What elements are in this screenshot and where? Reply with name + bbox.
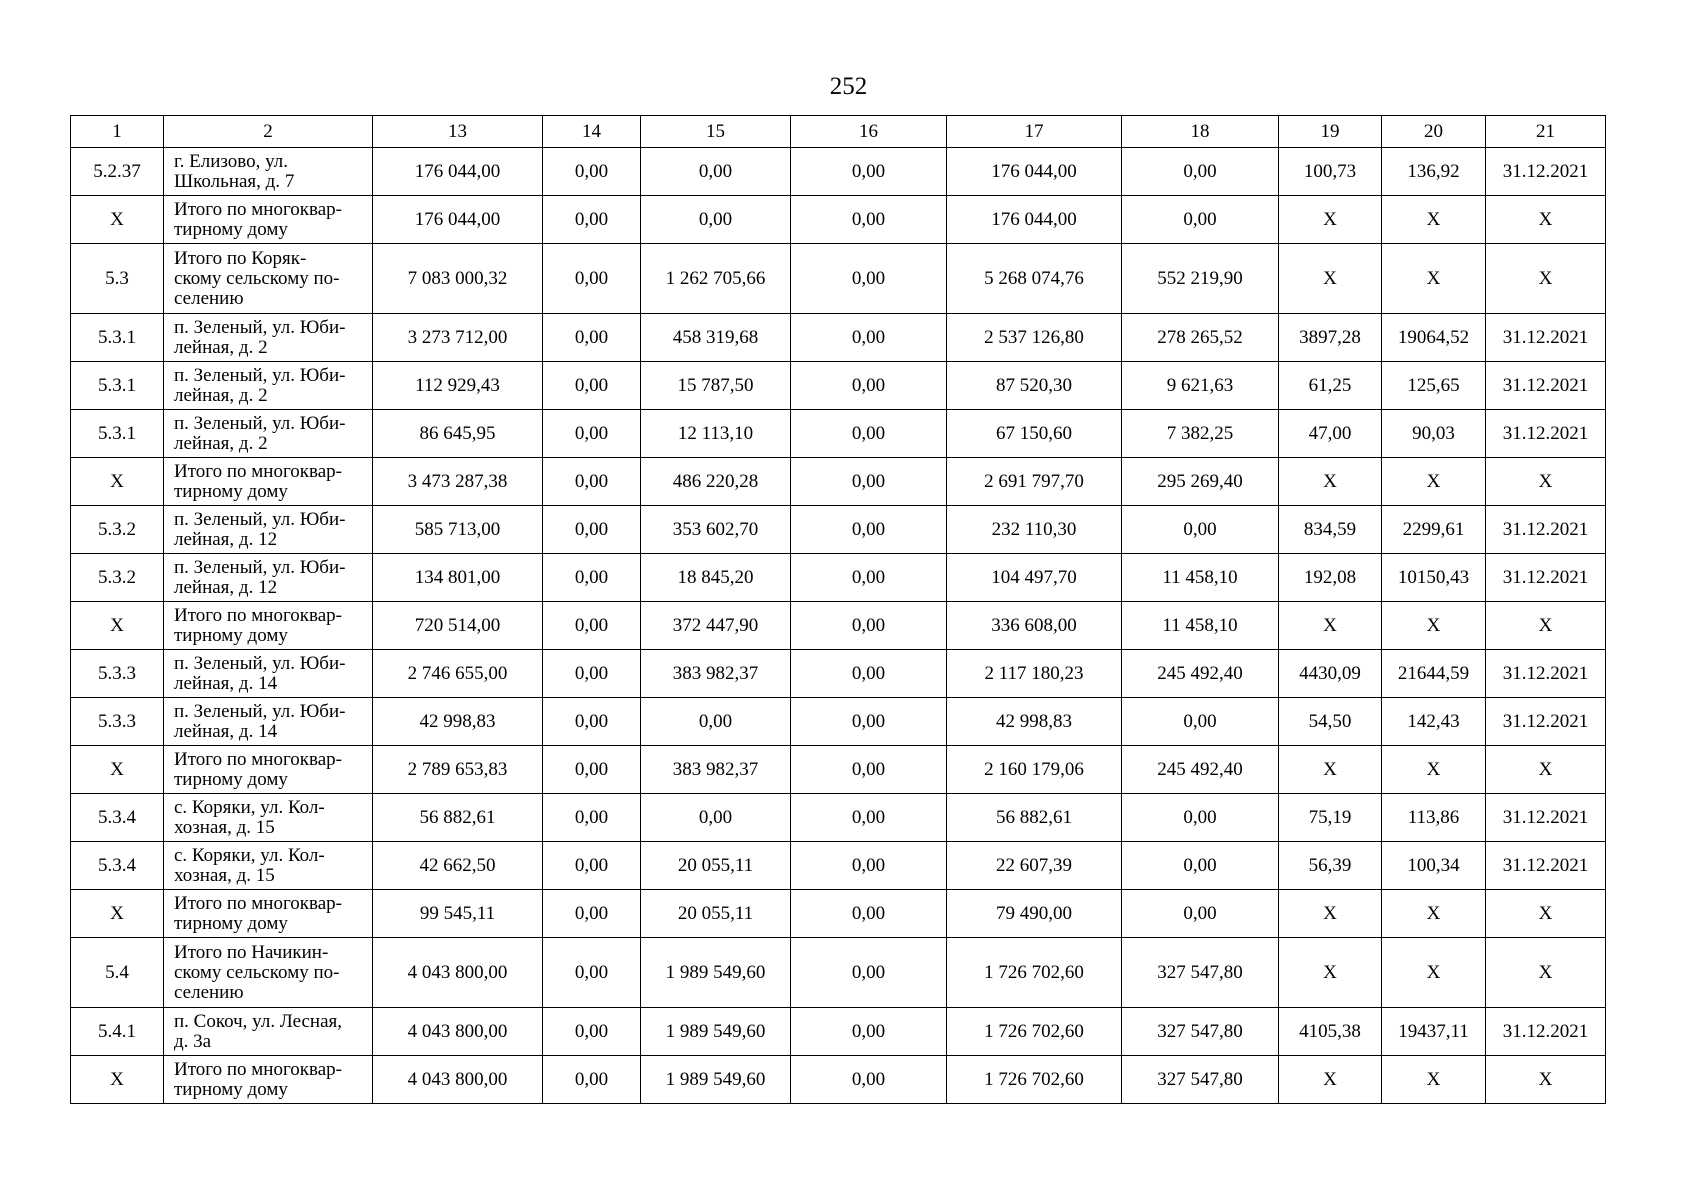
cell-col-19: X — [1279, 1056, 1382, 1104]
cell-row-number: 5.4.1 — [71, 1008, 164, 1056]
cell-address: п. Зеленый, ул. Юби- лейная, д. 14 — [164, 698, 373, 746]
cell-col-19: 47,00 — [1279, 410, 1382, 458]
cell-col-16: 0,00 — [791, 148, 947, 196]
cell-col-20: X — [1382, 458, 1486, 506]
cell-col-14: 0,00 — [543, 1008, 641, 1056]
column-header: 2 — [164, 116, 373, 148]
cell-address: Итого по многоквар- тирному дому — [164, 196, 373, 244]
table-row — [71, 554, 1606, 602]
cell-col-14: 0,00 — [543, 148, 641, 196]
cell-col-14: 0,00 — [543, 362, 641, 410]
cell-col-15: 12 113,10 — [641, 410, 791, 458]
cell-col-19: 3897,28 — [1279, 314, 1382, 362]
cell-col-13: 4 043 800,00 — [373, 1008, 543, 1056]
cell-row-number: X — [71, 890, 164, 938]
cell-address: Итого по многоквар- тирному дому — [164, 890, 373, 938]
cell-col-18: 11 458,10 — [1122, 554, 1279, 602]
cell-col-13: 4 043 800,00 — [373, 1056, 543, 1104]
cell-address: п. Зеленый, ул. Юби- лейная, д. 12 — [164, 506, 373, 554]
cell-col-17: 336 608,00 — [947, 602, 1122, 650]
cell-col-13: 42 998,83 — [373, 698, 543, 746]
cell-col-17: 2 160 179,06 — [947, 746, 1122, 794]
cell-col-13: 86 645,95 — [373, 410, 543, 458]
cell-row-number: X — [71, 602, 164, 650]
cell-row-number: X — [71, 196, 164, 244]
cell-col-13: 112 929,43 — [373, 362, 543, 410]
cell-col-14: 0,00 — [543, 890, 641, 938]
cell-col-15: 18 845,20 — [641, 554, 791, 602]
cell-row-number: 5.3.1 — [71, 362, 164, 410]
cell-col-21-deadline: 31.12.2021 — [1486, 554, 1606, 602]
column-header: 17 — [947, 116, 1122, 148]
cell-col-21-deadline: 31.12.2021 — [1486, 506, 1606, 554]
cell-address: Итого по Начикин- скому сельскому по- селению — [164, 938, 373, 1008]
cell-row-number: 5.3.1 — [71, 410, 164, 458]
cell-col-19: X — [1279, 746, 1382, 794]
cell-col-20: 125,65 — [1382, 362, 1486, 410]
cell-col-21-deadline: 31.12.2021 — [1486, 410, 1606, 458]
cell-col-20: 10150,43 — [1382, 554, 1486, 602]
cell-row-number: X — [71, 458, 164, 506]
cell-row-number: X — [71, 746, 164, 794]
table-row — [71, 458, 1606, 506]
cell-col-18: 327 547,80 — [1122, 1056, 1279, 1104]
cell-col-20: X — [1382, 938, 1486, 1008]
cell-col-20: 100,34 — [1382, 842, 1486, 890]
cell-col-18: 0,00 — [1122, 506, 1279, 554]
cell-col-20: X — [1382, 746, 1486, 794]
cell-col-16: 0,00 — [791, 698, 947, 746]
cell-col-17: 1 726 702,60 — [947, 938, 1122, 1008]
cell-col-21-deadline: X — [1486, 458, 1606, 506]
cell-row-number: 5.3.3 — [71, 698, 164, 746]
cell-col-16: 0,00 — [791, 458, 947, 506]
table-row — [71, 410, 1606, 458]
cell-col-17: 176 044,00 — [947, 196, 1122, 244]
cell-col-20: 136,92 — [1382, 148, 1486, 196]
cell-col-14: 0,00 — [543, 244, 641, 314]
cell-col-19: X — [1279, 244, 1382, 314]
cell-col-13: 720 514,00 — [373, 602, 543, 650]
cell-col-21-deadline: 31.12.2021 — [1486, 314, 1606, 362]
cell-col-18: 278 265,52 — [1122, 314, 1279, 362]
cell-col-15: 20 055,11 — [641, 842, 791, 890]
cell-col-17: 1 726 702,60 — [947, 1056, 1122, 1104]
cell-col-15: 486 220,28 — [641, 458, 791, 506]
cell-col-16: 0,00 — [791, 602, 947, 650]
cell-col-13: 42 662,50 — [373, 842, 543, 890]
cell-col-15: 0,00 — [641, 698, 791, 746]
table-row — [71, 938, 1606, 1008]
cell-col-14: 0,00 — [543, 506, 641, 554]
cell-col-18: 9 621,63 — [1122, 362, 1279, 410]
cell-col-21-deadline: 31.12.2021 — [1486, 698, 1606, 746]
cell-col-16: 0,00 — [791, 314, 947, 362]
cell-col-20: X — [1382, 244, 1486, 314]
cell-col-17: 79 490,00 — [947, 890, 1122, 938]
cell-col-15: 1 989 549,60 — [641, 1008, 791, 1056]
cell-col-20: 142,43 — [1382, 698, 1486, 746]
cell-col-13: 4 043 800,00 — [373, 938, 543, 1008]
table-row — [71, 842, 1606, 890]
cell-col-18: 0,00 — [1122, 148, 1279, 196]
cell-col-21-deadline: 31.12.2021 — [1486, 650, 1606, 698]
cell-col-15: 383 982,37 — [641, 746, 791, 794]
cell-col-16: 0,00 — [791, 746, 947, 794]
cell-col-15: 372 447,90 — [641, 602, 791, 650]
cell-col-14: 0,00 — [543, 746, 641, 794]
cell-col-13: 99 545,11 — [373, 890, 543, 938]
table-row — [71, 244, 1606, 314]
cell-row-number: 5.3.3 — [71, 650, 164, 698]
cell-col-13: 176 044,00 — [373, 196, 543, 244]
cell-col-16: 0,00 — [791, 554, 947, 602]
cell-col-20: X — [1382, 196, 1486, 244]
cell-col-13: 585 713,00 — [373, 506, 543, 554]
cell-col-21-deadline: X — [1486, 746, 1606, 794]
cell-col-19: 75,19 — [1279, 794, 1382, 842]
table-row — [71, 1056, 1606, 1104]
cell-col-21-deadline: 31.12.2021 — [1486, 1008, 1606, 1056]
column-header: 13 — [373, 116, 543, 148]
cell-col-19: 192,08 — [1279, 554, 1382, 602]
cell-col-14: 0,00 — [543, 794, 641, 842]
table-row — [71, 196, 1606, 244]
cell-address: п. Зеленый, ул. Юби- лейная, д. 2 — [164, 314, 373, 362]
cell-col-16: 0,00 — [791, 1008, 947, 1056]
cell-col-14: 0,00 — [543, 196, 641, 244]
cell-col-19: 54,50 — [1279, 698, 1382, 746]
cell-col-21-deadline: X — [1486, 244, 1606, 314]
cell-row-number: 5.3.2 — [71, 506, 164, 554]
cell-col-17: 67 150,60 — [947, 410, 1122, 458]
cell-col-15: 1 989 549,60 — [641, 1056, 791, 1104]
cell-col-14: 0,00 — [543, 698, 641, 746]
cell-address: Итого по многоквар- тирному дому — [164, 458, 373, 506]
table-row — [71, 746, 1606, 794]
cell-col-15: 15 787,50 — [641, 362, 791, 410]
cell-col-13: 56 882,61 — [373, 794, 543, 842]
cell-col-20: 19064,52 — [1382, 314, 1486, 362]
cell-col-16: 0,00 — [791, 938, 947, 1008]
cell-col-16: 0,00 — [791, 506, 947, 554]
cell-col-16: 0,00 — [791, 650, 947, 698]
cell-col-16: 0,00 — [791, 890, 947, 938]
cell-col-15: 383 982,37 — [641, 650, 791, 698]
cell-address: Итого по многоквар- тирному дому — [164, 746, 373, 794]
cell-col-21-deadline: X — [1486, 196, 1606, 244]
table-row — [71, 506, 1606, 554]
cell-row-number: 5.2.37 — [71, 148, 164, 196]
cell-col-20: 19437,11 — [1382, 1008, 1486, 1056]
cell-address: п. Зеленый, ул. Юби- лейная, д. 2 — [164, 410, 373, 458]
cell-address: п. Зеленый, ул. Юби- лейная, д. 14 — [164, 650, 373, 698]
cell-col-18: 327 547,80 — [1122, 938, 1279, 1008]
cell-col-19: X — [1279, 890, 1382, 938]
cell-col-19: X — [1279, 938, 1382, 1008]
cell-row-number: X — [71, 1056, 164, 1104]
cell-col-15: 458 319,68 — [641, 314, 791, 362]
cell-col-19: X — [1279, 602, 1382, 650]
cell-address: с. Коряки, ул. Кол- хозная, д. 15 — [164, 794, 373, 842]
table-row — [71, 602, 1606, 650]
cell-row-number: 5.3.1 — [71, 314, 164, 362]
cell-col-14: 0,00 — [543, 650, 641, 698]
cell-col-18: 0,00 — [1122, 698, 1279, 746]
cell-col-21-deadline: X — [1486, 1056, 1606, 1104]
cell-col-17: 42 998,83 — [947, 698, 1122, 746]
cell-col-15: 1 989 549,60 — [641, 938, 791, 1008]
cell-col-17: 1 726 702,60 — [947, 1008, 1122, 1056]
column-header: 15 — [641, 116, 791, 148]
cell-col-20: 21644,59 — [1382, 650, 1486, 698]
cell-col-18: 295 269,40 — [1122, 458, 1279, 506]
cell-col-15: 20 055,11 — [641, 890, 791, 938]
table-row — [71, 362, 1606, 410]
cell-col-14: 0,00 — [543, 1056, 641, 1104]
cell-row-number: 5.4 — [71, 938, 164, 1008]
cell-col-19: 100,73 — [1279, 148, 1382, 196]
cell-address: с. Коряки, ул. Кол- хозная, д. 15 — [164, 842, 373, 890]
column-header: 20 — [1382, 116, 1486, 148]
table-row — [71, 890, 1606, 938]
cell-col-18: 552 219,90 — [1122, 244, 1279, 314]
cell-col-19: 56,39 — [1279, 842, 1382, 890]
cell-col-13: 2 789 653,83 — [373, 746, 543, 794]
cell-col-15: 353 602,70 — [641, 506, 791, 554]
cell-col-18: 11 458,10 — [1122, 602, 1279, 650]
header-row — [71, 116, 1606, 148]
cell-col-18: 0,00 — [1122, 842, 1279, 890]
cell-col-18: 327 547,80 — [1122, 1008, 1279, 1056]
cell-row-number: 5.3 — [71, 244, 164, 314]
cell-col-14: 0,00 — [543, 602, 641, 650]
cell-col-14: 0,00 — [543, 314, 641, 362]
table-row — [71, 794, 1606, 842]
cell-col-16: 0,00 — [791, 794, 947, 842]
cell-col-19: 834,59 — [1279, 506, 1382, 554]
table-row — [71, 650, 1606, 698]
cell-col-13: 3 273 712,00 — [373, 314, 543, 362]
cell-address: Итого по многоквар- тирному дому — [164, 1056, 373, 1104]
cell-col-15: 0,00 — [641, 794, 791, 842]
cell-col-18: 245 492,40 — [1122, 746, 1279, 794]
cell-col-17: 56 882,61 — [947, 794, 1122, 842]
cell-address: п. Сокоч, ул. Лесная, д. 3а — [164, 1008, 373, 1056]
cell-col-14: 0,00 — [543, 842, 641, 890]
cell-address: Итого по Коряк- скому сельскому по- селению — [164, 244, 373, 314]
cell-col-20: 2299,61 — [1382, 506, 1486, 554]
cell-row-number: 5.3.2 — [71, 554, 164, 602]
cell-col-14: 0,00 — [543, 410, 641, 458]
table-row — [71, 698, 1606, 746]
cell-col-16: 0,00 — [791, 362, 947, 410]
cell-col-13: 134 801,00 — [373, 554, 543, 602]
cell-col-13: 7 083 000,32 — [373, 244, 543, 314]
cell-col-17: 232 110,30 — [947, 506, 1122, 554]
cell-col-21-deadline: 31.12.2021 — [1486, 362, 1606, 410]
cell-col-20: 90,03 — [1382, 410, 1486, 458]
page-number: 252 — [829, 73, 868, 100]
cell-col-19: X — [1279, 458, 1382, 506]
cell-col-19: 61,25 — [1279, 362, 1382, 410]
cell-row-number: 5.3.4 — [71, 842, 164, 890]
cell-col-19: X — [1279, 196, 1382, 244]
cell-col-17: 104 497,70 — [947, 554, 1122, 602]
cell-address: Итого по многоквар- тирному дому — [164, 602, 373, 650]
cell-col-16: 0,00 — [791, 842, 947, 890]
table-row — [71, 314, 1606, 362]
cell-col-16: 0,00 — [791, 244, 947, 314]
cell-col-13: 2 746 655,00 — [373, 650, 543, 698]
cell-col-16: 0,00 — [791, 196, 947, 244]
cell-address: г. Елизово, ул. Школьная, д. 7 — [164, 148, 373, 196]
cell-col-17: 87 520,30 — [947, 362, 1122, 410]
cell-col-21-deadline: 31.12.2021 — [1486, 794, 1606, 842]
cell-col-20: X — [1382, 890, 1486, 938]
cell-col-18: 245 492,40 — [1122, 650, 1279, 698]
cell-col-17: 176 044,00 — [947, 148, 1122, 196]
column-header: 14 — [543, 116, 641, 148]
cell-col-21-deadline: X — [1486, 938, 1606, 1008]
cell-col-18: 0,00 — [1122, 794, 1279, 842]
data-table — [70, 115, 1606, 1104]
cell-col-13: 3 473 287,38 — [373, 458, 543, 506]
column-header: 1 — [71, 116, 164, 148]
column-header: 19 — [1279, 116, 1382, 148]
cell-col-19: 4430,09 — [1279, 650, 1382, 698]
cell-col-18: 0,00 — [1122, 196, 1279, 244]
cell-col-18: 7 382,25 — [1122, 410, 1279, 458]
cell-col-20: X — [1382, 602, 1486, 650]
cell-col-13: 176 044,00 — [373, 148, 543, 196]
cell-col-18: 0,00 — [1122, 890, 1279, 938]
column-header: 18 — [1122, 116, 1279, 148]
cell-col-16: 0,00 — [791, 1056, 947, 1104]
cell-col-17: 2 117 180,23 — [947, 650, 1122, 698]
cell-col-15: 0,00 — [641, 148, 791, 196]
column-header: 16 — [791, 116, 947, 148]
cell-address: п. Зеленый, ул. Юби- лейная, д. 2 — [164, 362, 373, 410]
cell-col-17: 2 691 797,70 — [947, 458, 1122, 506]
cell-col-15: 0,00 — [641, 196, 791, 244]
cell-col-14: 0,00 — [543, 458, 641, 506]
cell-col-15: 1 262 705,66 — [641, 244, 791, 314]
cell-col-14: 0,00 — [543, 554, 641, 602]
cell-col-21-deadline: X — [1486, 890, 1606, 938]
cell-row-number: 5.3.4 — [71, 794, 164, 842]
cell-col-20: 113,86 — [1382, 794, 1486, 842]
cell-col-19: 4105,38 — [1279, 1008, 1382, 1056]
cell-col-21-deadline: X — [1486, 602, 1606, 650]
cell-col-21-deadline: 31.12.2021 — [1486, 148, 1606, 196]
cell-col-20: X — [1382, 1056, 1486, 1104]
cell-col-21-deadline: 31.12.2021 — [1486, 842, 1606, 890]
cell-col-16: 0,00 — [791, 410, 947, 458]
cell-col-17: 5 268 074,76 — [947, 244, 1122, 314]
table-row — [71, 1008, 1606, 1056]
cell-address: п. Зеленый, ул. Юби- лейная, д. 12 — [164, 554, 373, 602]
cell-col-14: 0,00 — [543, 938, 641, 1008]
cell-col-17: 2 537 126,80 — [947, 314, 1122, 362]
table-row — [71, 148, 1606, 196]
column-header: 21 — [1486, 116, 1606, 148]
table-body — [71, 148, 1606, 1104]
cell-col-17: 22 607,39 — [947, 842, 1122, 890]
